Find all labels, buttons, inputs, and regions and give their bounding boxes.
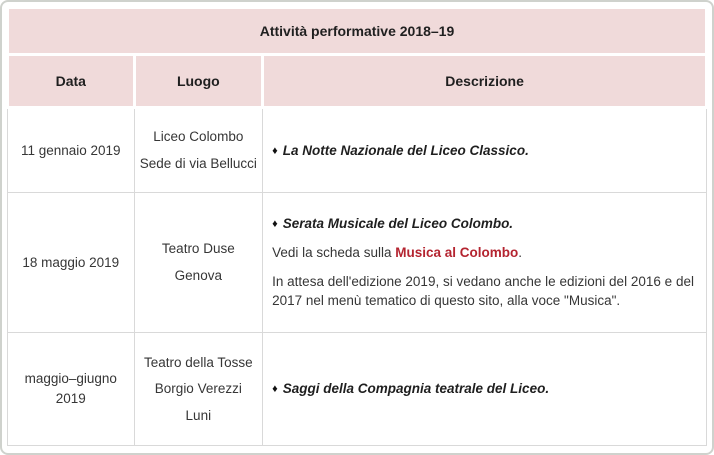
activities-table	[6, 6, 708, 446]
table-title-row	[8, 8, 707, 55]
link-suffix-text: .	[518, 245, 523, 261]
event-title: La Notte Nazionale del Liceo Classico.	[282, 142, 529, 158]
place-cell	[134, 193, 263, 333]
place-line: Borgio Verezzi	[154, 381, 242, 397]
place-line: Teatro Duse	[161, 241, 235, 257]
link-prefix-text: Vedi la scheda sulla	[272, 245, 396, 261]
event-line	[272, 379, 694, 399]
place-line: Genova	[174, 268, 222, 283]
place-line: Sede di via Bellucci	[139, 156, 257, 171]
table-row	[8, 193, 707, 333]
date-cell: maggio–giugno 2019	[8, 333, 135, 446]
table-title: Attività performative 2018–19	[8, 8, 707, 55]
column-header-luogo: Luogo	[134, 55, 263, 108]
date-cell: 11 gennaio 2019	[8, 108, 135, 193]
column-header-data: Data	[8, 55, 135, 108]
event-title: Serata Musicale del Liceo Colombo.	[282, 216, 514, 232]
event-title: Saggi della Compagnia teatrale del Liceo.	[282, 381, 550, 397]
table-row	[8, 108, 707, 193]
description-cell	[263, 333, 707, 446]
diamond-bullet-icon: ♦	[272, 383, 278, 396]
event-line	[272, 141, 694, 161]
link-line	[272, 243, 694, 263]
event-line	[272, 214, 694, 234]
diamond-bullet-icon: ♦	[272, 218, 278, 231]
table-row	[8, 333, 707, 446]
table-header-row	[8, 55, 707, 108]
place-line: Teatro della Tosse	[144, 354, 253, 370]
diamond-bullet-icon: ♦	[272, 144, 278, 157]
date-cell: 18 maggio 2019	[8, 193, 135, 333]
place-cell	[134, 108, 263, 193]
note-text: In attesa dell'edizione 2019, si vedano anche le edizioni del 2016 e del 2017 nel menù tematico di questo sito, alla voce "Musica".	[272, 273, 694, 309]
column-header-descrizione: Descrizione	[263, 55, 707, 108]
place-cell	[134, 333, 263, 446]
musica-al-colombo-link[interactable]: Musica al Colombo	[395, 245, 519, 261]
place-line: Luni	[185, 407, 212, 423]
place-line: Liceo Colombo	[153, 129, 244, 145]
description-cell	[263, 108, 707, 193]
description-cell	[263, 193, 707, 333]
